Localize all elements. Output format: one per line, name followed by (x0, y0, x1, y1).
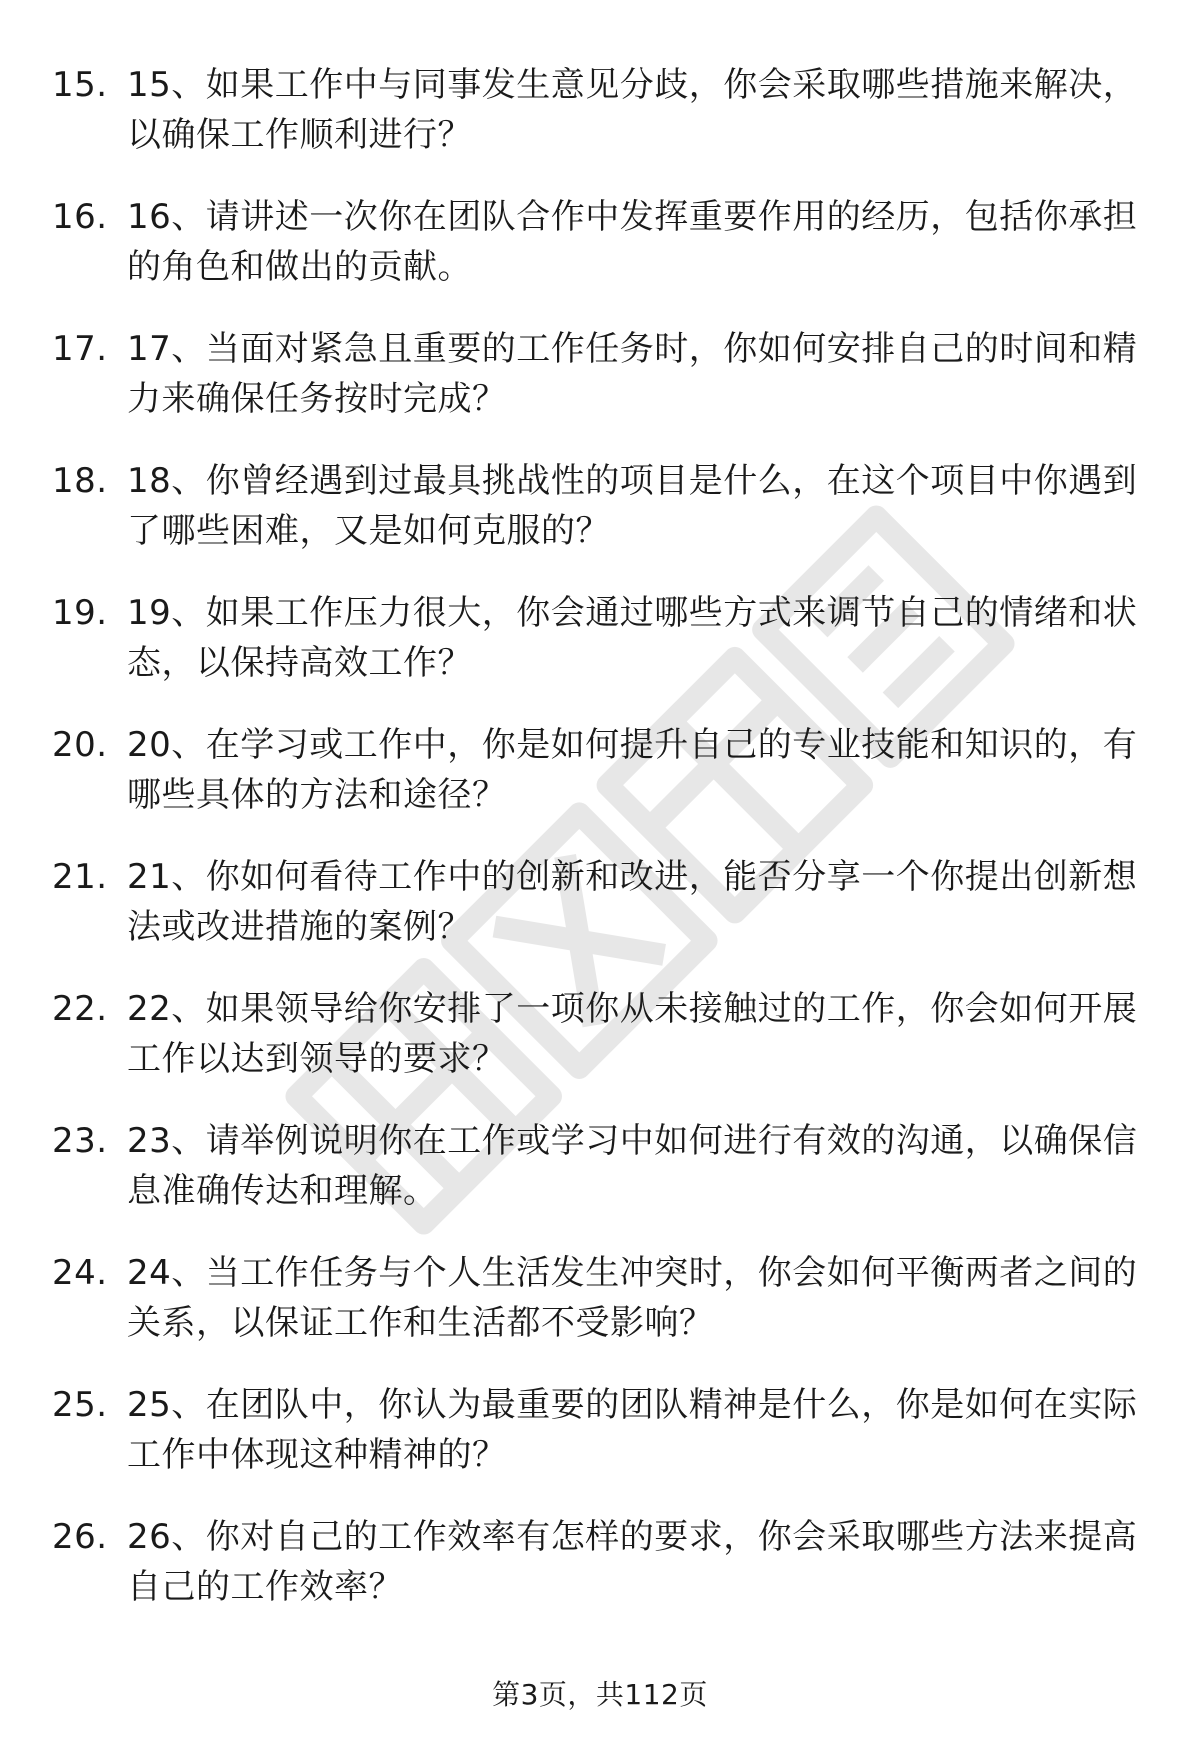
question-item (0, 50, 1200, 182)
question-item (0, 182, 1200, 314)
question-number: 23. (52, 1121, 108, 1161)
question-item (0, 1370, 1200, 1502)
question-item (0, 710, 1200, 842)
question-text: 17、当面对紧急且重要的工作任务时，你如何安排自己的时间和精力来确保任务按时完成？ (127, 329, 1138, 419)
question-number: 16. (52, 197, 108, 237)
question-item (0, 314, 1200, 446)
question-text: 18、你曾经遇到过最具挑战性的项目是什么，在这个项目中你遇到了哪些困难，又是如何克服的？ (127, 461, 1138, 551)
question-number: 24. (52, 1253, 108, 1293)
page-number: 第3页，共112页 (492, 1678, 708, 1711)
question-text: 20、在学习或工作中，你是如何提升自己的专业技能和知识的，有哪些具体的方法和途径？ (127, 725, 1138, 815)
question-number: 20. (52, 725, 108, 765)
question-text: 22、如果领导给你安排了一项你从未接触过的工作，你会如何开展工作以达到领导的要求？ (127, 989, 1138, 1079)
question-number: 25. (52, 1385, 108, 1425)
question-text: 25、在团队中，你认为最重要的团队精神是什么，你是如何在实际工作中体现这种精神的？ (127, 1385, 1138, 1475)
question-number: 21. (52, 857, 108, 897)
question-text: 16、请讲述一次你在团队合作中发挥重要作用的经历，包括你承担的角色和做出的贡献。 (127, 197, 1138, 287)
question-item (0, 578, 1200, 710)
question-number: 15. (52, 65, 108, 105)
question-item (0, 446, 1200, 578)
question-number: 19. (52, 593, 108, 633)
question-number: 17. (52, 329, 108, 369)
question-number: 26. (52, 1517, 108, 1557)
question-text: 26、你对自己的工作效率有怎样的要求，你会采取哪些方法来提高自己的工作效率？ (127, 1517, 1138, 1607)
question-item (0, 1502, 1200, 1634)
question-item (0, 1106, 1200, 1238)
question-number: 18. (52, 461, 108, 501)
question-text: 24、当工作任务与个人生活发生冲突时，你会如何平衡两者之间的关系，以保证工作和生活都不受影响？ (127, 1253, 1138, 1343)
question-list (0, 50, 1200, 1634)
question-item (0, 842, 1200, 974)
question-text: 23、请举例说明你在工作或学习中如何进行有效的沟通，以确保信息准确传达和理解。 (127, 1121, 1138, 1211)
question-text: 19、如果工作压力很大，你会通过哪些方式来调节自己的情绪和状态，以保持高效工作？ (127, 593, 1138, 683)
question-text: 15、如果工作中与同事发生意见分歧，你会采取哪些措施来解决，以确保工作顺利进行？ (127, 65, 1138, 155)
question-item (0, 1238, 1200, 1370)
question-item (0, 974, 1200, 1106)
question-text: 21、你如何看待工作中的创新和改进，能否分享一个你提出创新想法或改进措施的案例？ (127, 857, 1138, 947)
question-number: 22. (52, 989, 108, 1029)
